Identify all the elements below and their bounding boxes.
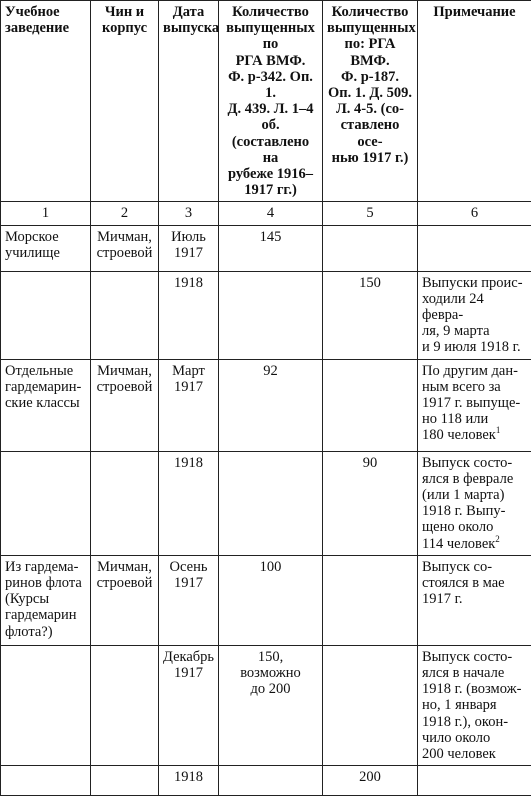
header-count-1917: Количество выпущенных по: РГА ВМФ. Ф. р-187. Оп. 1. Д. 509. Л. 4-5. (со- ставлено осе- нью 1917 г.) (323, 1, 418, 202)
count-1916-cell (219, 766, 323, 796)
rank-cell (91, 359, 159, 451)
footnote-marker: 2 (495, 534, 500, 544)
rank-cell (91, 451, 159, 555)
institution-cell-text: Из гардема- ринов флота (Курсы гардемарин флота?) (5, 559, 82, 640)
footnote-marker: 1 (496, 426, 501, 436)
date-cell-text: 1918 (174, 769, 203, 785)
note-cell-text: Выпуск состо- ялся в начале 1918 г. (возмож- но, 1 января 1918 г.), окон- чило около 200 человек (422, 649, 521, 762)
count-1917-cell-text: 200 (359, 769, 381, 785)
date-cell (159, 225, 219, 271)
count-1916-cell-text: 100 (260, 559, 282, 575)
count-1916-cell (219, 451, 323, 555)
note-cell-text: По другим дан- ным всего за 1917 г. выпуще- но 118 или 180 человек (422, 363, 520, 444)
date-cell (159, 555, 219, 645)
column-number: 4 (219, 202, 323, 225)
date-cell (159, 645, 219, 765)
count-1917-cell (323, 359, 418, 451)
count-1917-cell-text: 150 (359, 275, 381, 291)
column-number: 1 (1, 202, 91, 225)
count-1916-cell (219, 645, 323, 765)
rank-cell (91, 555, 159, 645)
note-cell (418, 271, 531, 359)
institution-cell (1, 271, 91, 359)
header-count-1916: Количество выпущенных по РГА ВМФ. Ф. р-342. Оп. 1. Д. 439. Л. 1–4 об. (составлено на рубеже 1916– 1917 гг.) (219, 1, 323, 202)
date-cell-text: Март 1917 (172, 363, 205, 395)
column-number: 5 (323, 202, 418, 225)
note-cell (418, 359, 531, 451)
date-cell (159, 359, 219, 451)
count-1916-cell (219, 359, 323, 451)
rank-cell-text: Мичман, строевой (97, 559, 153, 591)
date-cell (159, 451, 219, 555)
rank-cell (91, 271, 159, 359)
count-1916-cell (219, 271, 323, 359)
date-cell-text: 1918 (174, 455, 203, 471)
count-1917-cell (323, 271, 418, 359)
count-1917-cell (323, 766, 418, 796)
date-cell-text: Июль 1917 (171, 229, 206, 261)
note-cell-text: Выпуск со- стоялся в мае 1917 г. (422, 559, 505, 607)
note-cell (418, 555, 531, 645)
count-1916-cell-text: 145 (260, 229, 282, 245)
table-row (1, 225, 531, 271)
institution-cell (1, 451, 91, 555)
count-1917-cell (323, 555, 418, 645)
institution-cell (1, 359, 91, 451)
count-1917-cell (323, 645, 418, 765)
header-institution: Учебное заведение (1, 1, 91, 202)
date-cell (159, 766, 219, 796)
table-row (1, 271, 531, 359)
table-row (1, 451, 531, 555)
count-1916-cell (219, 555, 323, 645)
header-row (1, 1, 531, 202)
date-cell-text: 1918 (174, 275, 203, 291)
note-cell (418, 225, 531, 271)
institution-cell-text: Отдельные гардемарин- ские классы (5, 363, 81, 411)
table-row (1, 645, 531, 765)
date-cell-text: Декабрь 1917 (163, 649, 214, 681)
institution-cell (1, 645, 91, 765)
table-row (1, 359, 531, 451)
table-row (1, 766, 531, 796)
note-cell (418, 766, 531, 796)
count-1916-cell-text: 92 (263, 363, 278, 379)
date-cell (159, 271, 219, 359)
institution-cell (1, 225, 91, 271)
rank-cell (91, 766, 159, 796)
institution-cell-text: Морское училище (5, 229, 60, 261)
institution-cell (1, 766, 91, 796)
table-row (1, 555, 531, 645)
count-1916-cell-text: 150, возможно до 200 (240, 649, 301, 697)
header-rank: Чин и корпус (91, 1, 159, 202)
note-cell-text: Выпуск состо- ялся в феврале (или 1 марта) 1918 г. Выпу- щено около 114 человек (422, 455, 513, 552)
count-1917-cell-text: 90 (363, 455, 378, 471)
rank-cell-text: Мичман, строевой (97, 363, 153, 395)
rank-cell (91, 645, 159, 765)
header-date: Дата выпуска (159, 1, 219, 202)
date-cell-text: Осень 1917 (170, 559, 208, 591)
count-1917-cell (323, 225, 418, 271)
note-cell-text: Выпуски проис- ходили 24 февра- ля, 9 марта и 9 июля 1918 г. (422, 275, 523, 356)
count-1916-cell (219, 225, 323, 271)
rank-cell-text: Мичман, строевой (97, 229, 153, 261)
count-1917-cell (323, 451, 418, 555)
column-number: 3 (159, 202, 219, 225)
column-number-row (1, 202, 531, 225)
rank-cell (91, 225, 159, 271)
column-number: 6 (418, 202, 531, 225)
header-note: Примечание (418, 1, 531, 202)
note-cell (418, 451, 531, 555)
column-number: 2 (91, 202, 159, 225)
note-cell (418, 645, 531, 765)
institution-cell (1, 555, 91, 645)
